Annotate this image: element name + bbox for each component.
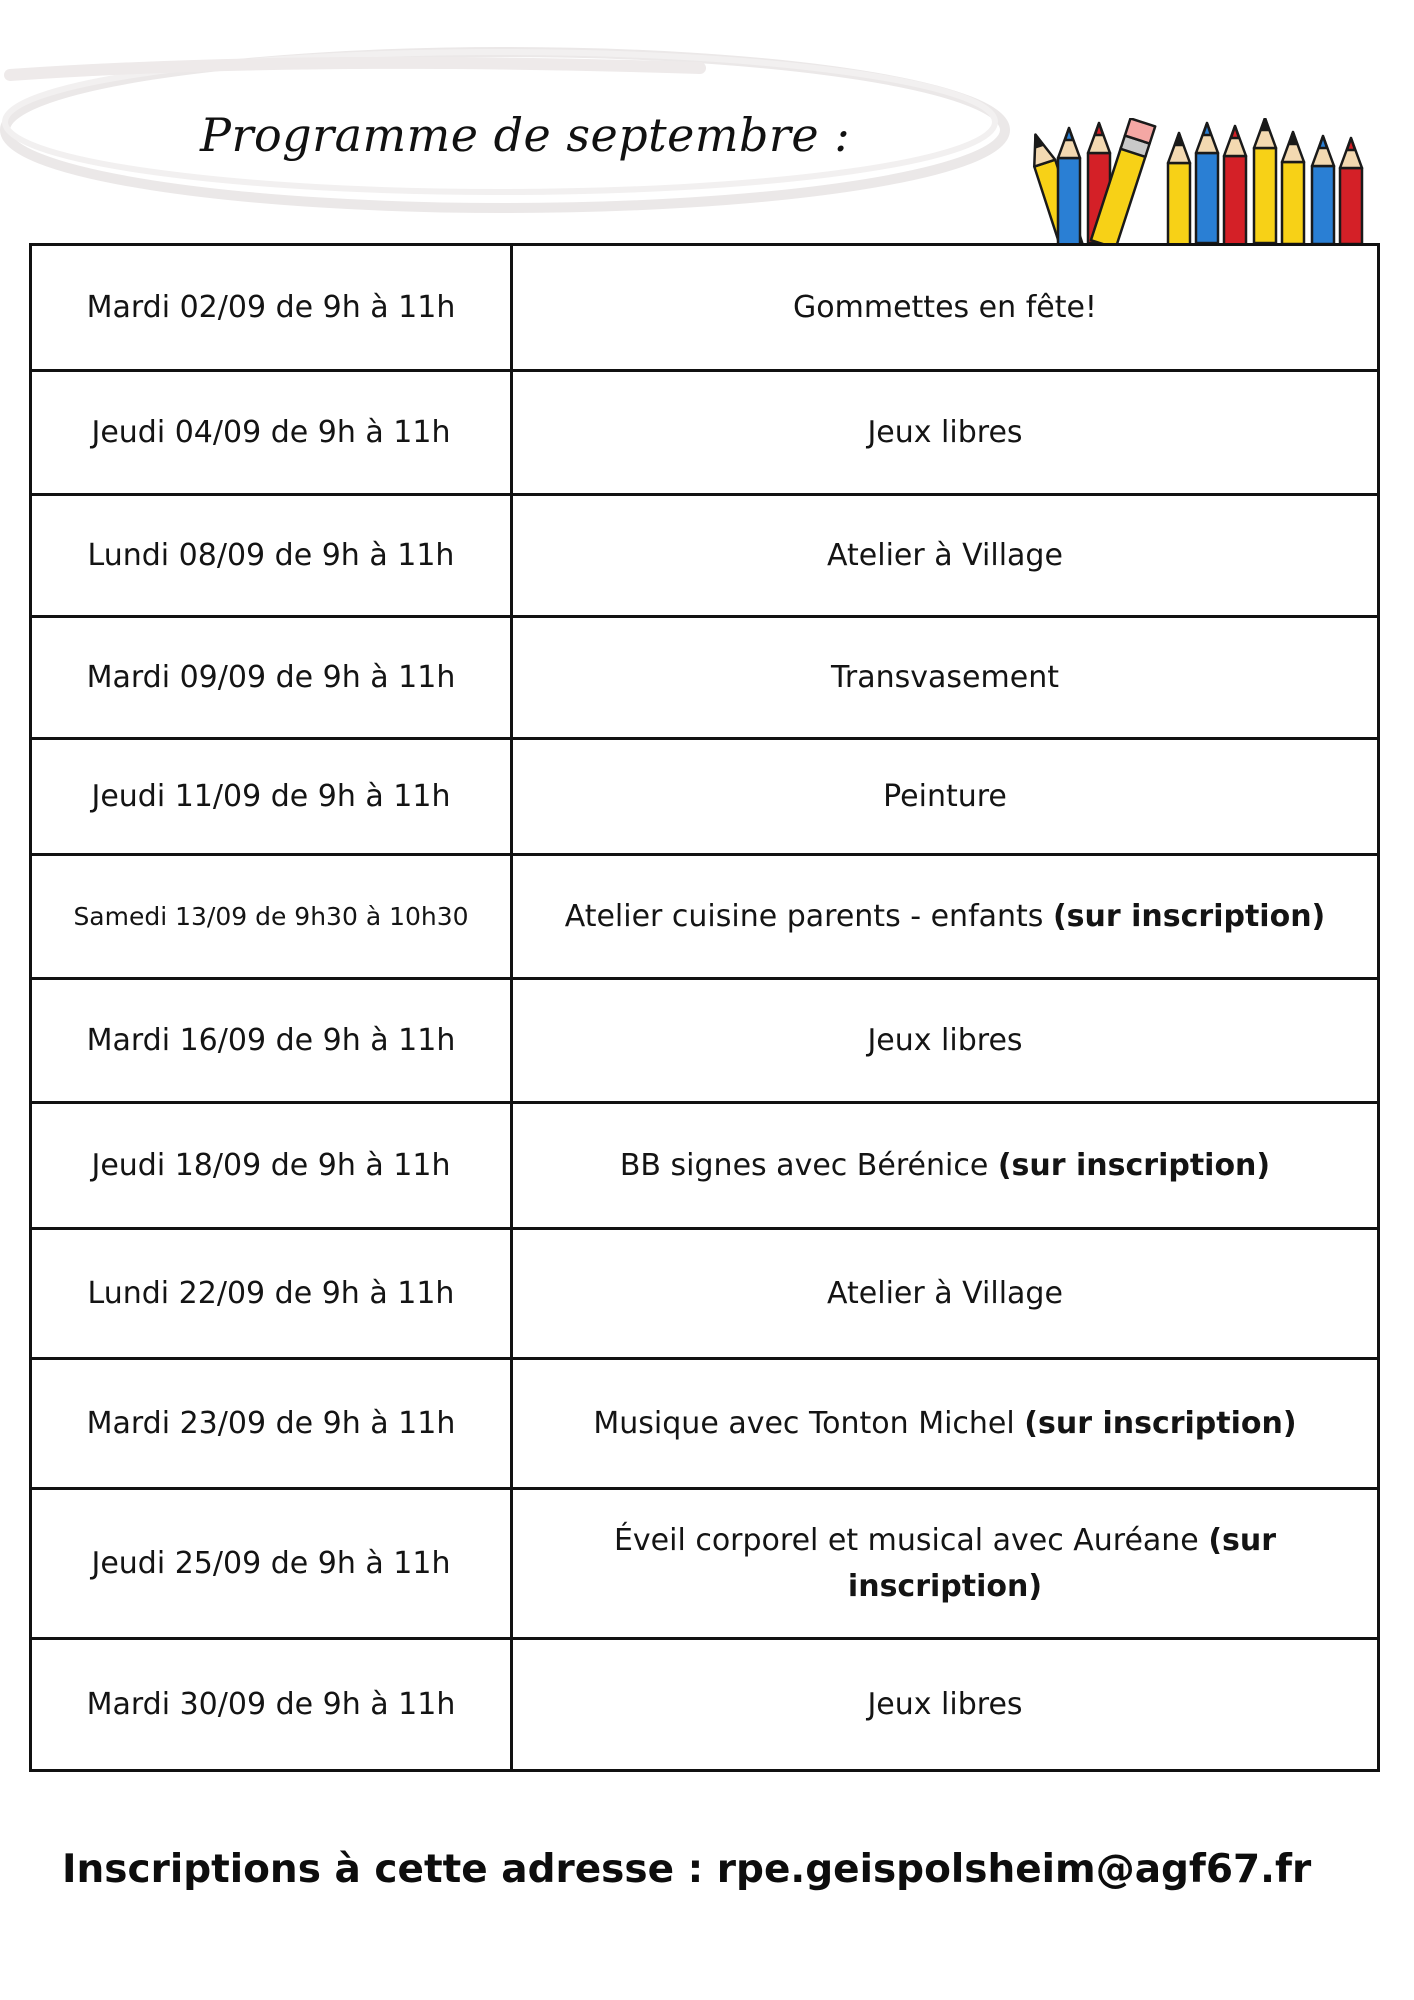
activity-cell — [512, 1229, 1379, 1359]
activity-text: Gommettes en fête! — [793, 289, 1097, 325]
activity-cell — [512, 245, 1379, 371]
table-row — [31, 245, 1379, 371]
activity-cell — [512, 1639, 1379, 1771]
activity-text: Atelier cuisine parents - enfants — [564, 898, 1044, 934]
activity-text: Jeux libres — [867, 1686, 1023, 1722]
registration-note: (sur inscription) — [1052, 898, 1326, 934]
registration-note: (sur inscription) — [847, 1522, 1277, 1604]
date-cell: Jeudi 18/09 de 9h à 11h — [31, 1103, 512, 1229]
activity-cell — [512, 617, 1379, 739]
date-cell: Jeudi 04/09 de 9h à 11h — [31, 371, 512, 495]
table-row — [31, 495, 1379, 617]
date-cell: Lundi 22/09 de 9h à 11h — [31, 1229, 512, 1359]
table-row — [31, 855, 1379, 979]
table-row — [31, 1489, 1379, 1639]
table-row — [31, 739, 1379, 855]
registration-note: (sur inscription) — [997, 1147, 1271, 1183]
page-title: Programme de septembre : — [200, 108, 851, 162]
activity-cell — [512, 855, 1379, 979]
activity-text: Musique avec Tonton Michel — [593, 1405, 1015, 1441]
activity-text: Transvasement — [831, 659, 1059, 695]
activity-cell — [512, 979, 1379, 1103]
activity-cell — [512, 495, 1379, 617]
activity-text: Atelier à Village — [827, 537, 1063, 573]
table-row — [31, 979, 1379, 1103]
table-row — [31, 1639, 1379, 1771]
table-row — [31, 617, 1379, 739]
date-cell: Mardi 16/09 de 9h à 11h — [31, 979, 512, 1103]
date-cell: Mardi 09/09 de 9h à 11h — [31, 617, 512, 739]
activity-text: Atelier à Village — [827, 1275, 1063, 1311]
table-row — [31, 1229, 1379, 1359]
date-cell: Mardi 30/09 de 9h à 11h — [31, 1639, 512, 1771]
date-cell: Lundi 08/09 de 9h à 11h — [31, 495, 512, 617]
activity-cell — [512, 371, 1379, 495]
schedule-table — [29, 243, 1380, 1772]
activity-cell — [512, 1103, 1379, 1229]
activity-text: BB signes avec Bérénice — [619, 1147, 989, 1183]
table-row — [31, 371, 1379, 495]
date-cell: Jeudi 11/09 de 9h à 11h — [31, 739, 512, 855]
activity-text: Jeux libres — [867, 1022, 1023, 1058]
date-cell: Jeudi 25/09 de 9h à 11h — [31, 1489, 512, 1639]
activity-cell — [512, 739, 1379, 855]
activity-text: Éveil corporel et musical avec Auréane — [613, 1522, 1199, 1558]
table-row — [31, 1103, 1379, 1229]
table-row — [31, 1359, 1379, 1489]
activity-cell — [512, 1489, 1379, 1639]
date-cell: Mardi 02/09 de 9h à 11h — [31, 245, 512, 371]
activity-text: Jeux libres — [867, 414, 1023, 450]
activity-cell — [512, 1359, 1379, 1489]
registration-note: (sur inscription) — [1024, 1405, 1297, 1441]
registration-contact: Inscriptions à cette adresse : rpe.geispolsheim@agf67.fr — [62, 1847, 1312, 1892]
date-cell: Mardi 23/09 de 9h à 11h — [31, 1359, 512, 1489]
activity-text: Peinture — [883, 778, 1007, 814]
date-cell: Samedi 13/09 de 9h30 à 10h30 — [31, 855, 512, 979]
pencils-illustration — [1010, 118, 1390, 243]
